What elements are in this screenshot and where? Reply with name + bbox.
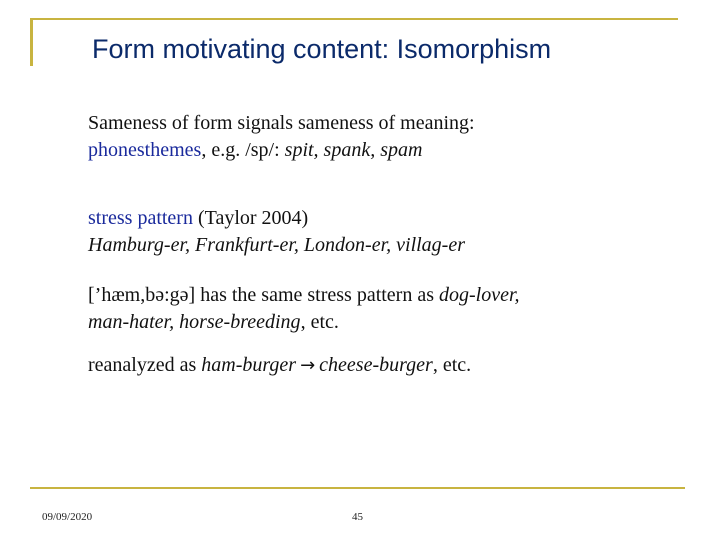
p1-examples: spit, spank, spam <box>284 139 423 161</box>
p3-italic1: dog-lover, <box>439 284 520 306</box>
p4-italic1: ham-burger <box>201 354 297 376</box>
term-stress-pattern: stress pattern <box>88 207 193 229</box>
p4-plain2: , etc. <box>432 354 472 376</box>
slide-title: Form motivating content: Isomorphism <box>92 34 552 64</box>
p3-italic2: man-hater, horse-breeding <box>88 311 301 333</box>
term-phonesthemes: phonesthemes <box>88 139 202 161</box>
p3-line1 <box>88 282 520 309</box>
footer-date: 09/09/2020 <box>42 511 93 523</box>
frame-top-line <box>30 18 678 20</box>
footer-page-number: 45 <box>352 511 363 523</box>
paragraph-phonesthemes <box>88 110 475 164</box>
p1-line1: Sameness of form signals sameness of meaning: <box>88 112 475 134</box>
p2-examples: Hamburg-er, Frankfurt-er, London-er, villag-er <box>88 234 466 256</box>
p3-etc: , etc. <box>300 311 339 333</box>
p2-citation: (Taylor 2004) <box>192 207 309 229</box>
paragraph-hamburger <box>88 282 520 336</box>
p3-plain: [’hæm,bə:gə] has the same stress pattern as <box>88 284 440 306</box>
paragraph-stress-pattern <box>88 205 465 259</box>
p2-line1 <box>88 205 465 232</box>
p1-rest: , e.g. /sp/: <box>201 139 285 161</box>
p1-line2 <box>88 137 475 164</box>
p4-plain1: reanalyzed as <box>88 354 202 376</box>
p2-line2 <box>88 232 465 259</box>
p4-italic2: cheese-burger <box>319 354 433 376</box>
right-arrow-icon: → <box>300 355 316 376</box>
frame-left-line <box>30 18 33 66</box>
frame-bottom-line <box>30 487 685 489</box>
paragraph-reanalyzed <box>88 352 471 379</box>
p3-line2 <box>88 309 520 336</box>
